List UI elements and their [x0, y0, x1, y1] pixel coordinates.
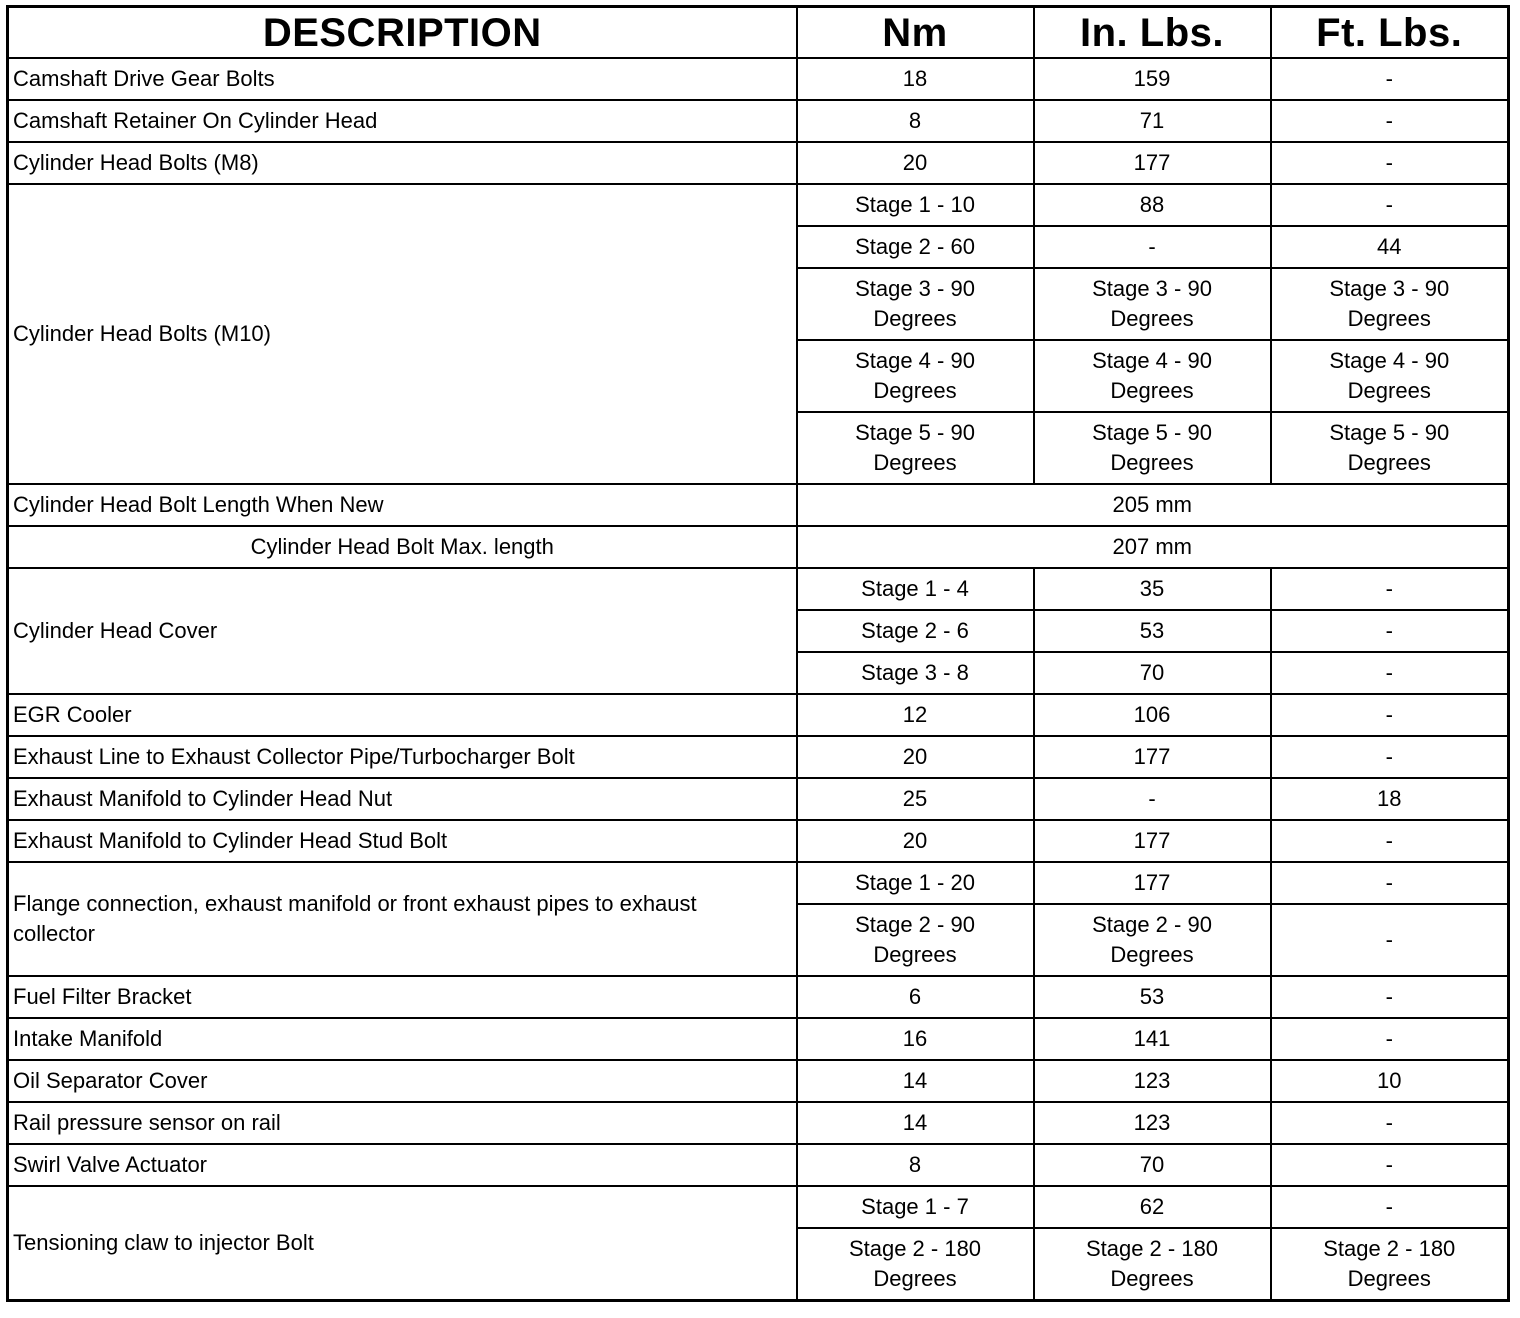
cell-line: Degrees [873, 1266, 957, 1291]
ft-lbs-cell: - [1271, 694, 1509, 736]
ft-lbs-cell [1271, 268, 1509, 340]
ft-lbs-cell: - [1271, 142, 1509, 184]
ft-lbs-cell: - [1271, 58, 1509, 100]
nm-cell: 12 [797, 694, 1034, 736]
nm-cell [797, 412, 1034, 484]
cell-line: Stage 4 - 90 [1329, 348, 1450, 373]
ft-lbs-cell: - [1271, 1102, 1509, 1144]
ft-lbs-cell: 18 [1271, 778, 1509, 820]
in-lbs-cell: 35 [1034, 568, 1271, 610]
nm-cell: Stage 2 - 6 [797, 610, 1034, 652]
header-row [8, 7, 1509, 59]
cell-line: Degrees [873, 450, 957, 475]
in-lbs-cell: 177 [1034, 736, 1271, 778]
ft-lbs-cell: - [1271, 100, 1509, 142]
in-lbs-cell: 70 [1034, 1144, 1271, 1186]
header-in-lbs: In. Lbs. [1034, 7, 1271, 59]
header-nm: Nm [797, 7, 1034, 59]
cell-line: Stage 5 - 90 [1092, 420, 1212, 445]
table-row [8, 820, 1509, 862]
nm-cell: 25 [797, 778, 1034, 820]
table-row [8, 568, 1509, 610]
cell-line: Degrees [1347, 378, 1431, 403]
spec-value-cell: 205 mm [797, 484, 1509, 526]
in-lbs-cell [1034, 904, 1271, 976]
nm-cell: 20 [797, 142, 1034, 184]
cell-line: Stage 2 - 180 [1323, 1236, 1456, 1261]
ft-lbs-cell: - [1271, 568, 1509, 610]
cell-line: Stage 4 - 90 [1092, 348, 1212, 373]
description-cell: Tensioning claw to injector Bolt [8, 1186, 797, 1301]
in-lbs-cell [1034, 340, 1271, 412]
ft-lbs-cell: - [1271, 184, 1509, 226]
nm-cell [797, 904, 1034, 976]
description-cell: Exhaust Line to Exhaust Collector Pipe/Turbocharger Bolt [8, 736, 797, 778]
ft-lbs-cell: 10 [1271, 1060, 1509, 1102]
table-row [8, 1102, 1509, 1144]
nm-cell: 18 [797, 58, 1034, 100]
cell-line: Stage 3 - 90 [855, 276, 975, 301]
ft-lbs-cell: - [1271, 736, 1509, 778]
cell-line: Degrees [873, 306, 957, 331]
ft-lbs-cell: - [1271, 862, 1509, 904]
cell-line: Stage 2 - 90 [855, 912, 975, 937]
table-row [8, 1018, 1509, 1060]
ft-lbs-cell [1271, 340, 1509, 412]
in-lbs-cell: 177 [1034, 142, 1271, 184]
cell-line: Flange connection, exhaust manifold or front exhaust pipes to exhaust [13, 891, 697, 916]
nm-cell: Stage 1 - 4 [797, 568, 1034, 610]
description-cell: Camshaft Drive Gear Bolts [8, 58, 797, 100]
description-cell: Cylinder Head Bolts (M8) [8, 142, 797, 184]
cell-line: Stage 3 - 90 [1092, 276, 1212, 301]
table-row [8, 1060, 1509, 1102]
ft-lbs-cell: - [1271, 820, 1509, 862]
table-row [8, 862, 1509, 904]
cell-line: Stage 5 - 90 [1329, 420, 1450, 445]
nm-cell: 16 [797, 1018, 1034, 1060]
description-cell: Rail pressure sensor on rail [8, 1102, 797, 1144]
cell-line: Degrees [1110, 942, 1194, 967]
in-lbs-cell [1034, 1228, 1271, 1301]
torque-spec-table [6, 5, 1510, 1302]
header-ft-lbs: Ft. Lbs. [1271, 7, 1509, 59]
table-row [8, 142, 1509, 184]
description-cell: Oil Separator Cover [8, 1060, 797, 1102]
nm-cell [797, 268, 1034, 340]
table-row [8, 976, 1509, 1018]
ft-lbs-cell: - [1271, 1144, 1509, 1186]
spec-value-cell: 207 mm [797, 526, 1509, 568]
table-row [8, 184, 1509, 226]
cell-line: Stage 2 - 180 [1085, 1236, 1219, 1261]
ft-lbs-cell: - [1271, 610, 1509, 652]
table-row [8, 58, 1509, 100]
table-row [8, 1144, 1509, 1186]
nm-cell: 20 [797, 736, 1034, 778]
cell-line: Degrees [1347, 306, 1431, 331]
in-lbs-cell [1034, 412, 1271, 484]
nm-cell: 14 [797, 1060, 1034, 1102]
in-lbs-cell: 71 [1034, 100, 1271, 142]
cell-line: Stage 4 - 90 [855, 348, 975, 373]
table-row [8, 100, 1509, 142]
in-lbs-cell: 141 [1034, 1018, 1271, 1060]
in-lbs-cell: - [1034, 226, 1271, 268]
cell-line: Stage 5 - 90 [855, 420, 975, 445]
in-lbs-cell: 53 [1034, 610, 1271, 652]
cell-line: Degrees [873, 942, 957, 967]
in-lbs-cell: 62 [1034, 1186, 1271, 1228]
table-row [8, 736, 1509, 778]
in-lbs-cell: 177 [1034, 820, 1271, 862]
in-lbs-cell: 123 [1034, 1102, 1271, 1144]
table-row [8, 1186, 1509, 1228]
table-row [8, 526, 1509, 568]
cell-line: Degrees [1110, 378, 1194, 403]
cell-line: Stage 2 - 90 [1092, 912, 1212, 937]
ft-lbs-cell: - [1271, 1186, 1509, 1228]
nm-cell: 14 [797, 1102, 1034, 1144]
in-lbs-cell: 177 [1034, 862, 1271, 904]
nm-cell: Stage 1 - 20 [797, 862, 1034, 904]
nm-cell: 8 [797, 100, 1034, 142]
table-row [8, 484, 1509, 526]
description-cell: Exhaust Manifold to Cylinder Head Stud Bolt [8, 820, 797, 862]
ft-lbs-cell: 44 [1271, 226, 1509, 268]
cell-line: Degrees [1110, 1266, 1194, 1291]
ft-lbs-cell [1271, 412, 1509, 484]
cell-line: Degrees [1110, 450, 1194, 475]
ft-lbs-cell: - [1271, 1018, 1509, 1060]
cell-line: Degrees [873, 378, 957, 403]
nm-cell: 8 [797, 1144, 1034, 1186]
ft-lbs-cell: - [1271, 976, 1509, 1018]
description-cell: Intake Manifold [8, 1018, 797, 1060]
in-lbs-cell: 70 [1034, 652, 1271, 694]
in-lbs-cell [1034, 268, 1271, 340]
ft-lbs-cell: - [1271, 904, 1509, 976]
table-row [8, 694, 1509, 736]
description-cell: Camshaft Retainer On Cylinder Head [8, 100, 797, 142]
nm-cell: Stage 2 - 60 [797, 226, 1034, 268]
description-cell: Exhaust Manifold to Cylinder Head Nut [8, 778, 797, 820]
cell-line: Degrees [1110, 306, 1194, 331]
header-description: DESCRIPTION [8, 7, 797, 59]
ft-lbs-cell [1271, 1228, 1509, 1301]
nm-cell [797, 1228, 1034, 1301]
description-cell: EGR Cooler [8, 694, 797, 736]
description-cell: Cylinder Head Bolts (M10) [8, 184, 797, 484]
cell-line: Stage 2 - 180 [848, 1236, 982, 1261]
cell-line: Degrees [1347, 450, 1431, 475]
nm-cell: Stage 1 - 7 [797, 1186, 1034, 1228]
nm-cell: Stage 1 - 10 [797, 184, 1034, 226]
in-lbs-cell: 53 [1034, 976, 1271, 1018]
cell-line: Degrees [1347, 1266, 1431, 1291]
description-cell: Cylinder Head Bolt Max. length [8, 526, 797, 568]
cell-line: collector [13, 921, 95, 946]
ft-lbs-cell: - [1271, 652, 1509, 694]
description-cell: Cylinder Head Bolt Length When New [8, 484, 797, 526]
in-lbs-cell: 123 [1034, 1060, 1271, 1102]
description-cell [8, 862, 797, 976]
nm-cell: 20 [797, 820, 1034, 862]
description-cell: Swirl Valve Actuator [8, 1144, 797, 1186]
in-lbs-cell: 88 [1034, 184, 1271, 226]
in-lbs-cell: 159 [1034, 58, 1271, 100]
table-row [8, 778, 1509, 820]
cell-line: Stage 3 - 90 [1329, 276, 1450, 301]
nm-cell: 6 [797, 976, 1034, 1018]
description-cell: Fuel Filter Bracket [8, 976, 797, 1018]
in-lbs-cell: - [1034, 778, 1271, 820]
description-cell: Cylinder Head Cover [8, 568, 797, 694]
nm-cell [797, 340, 1034, 412]
in-lbs-cell: 106 [1034, 694, 1271, 736]
nm-cell: Stage 3 - 8 [797, 652, 1034, 694]
